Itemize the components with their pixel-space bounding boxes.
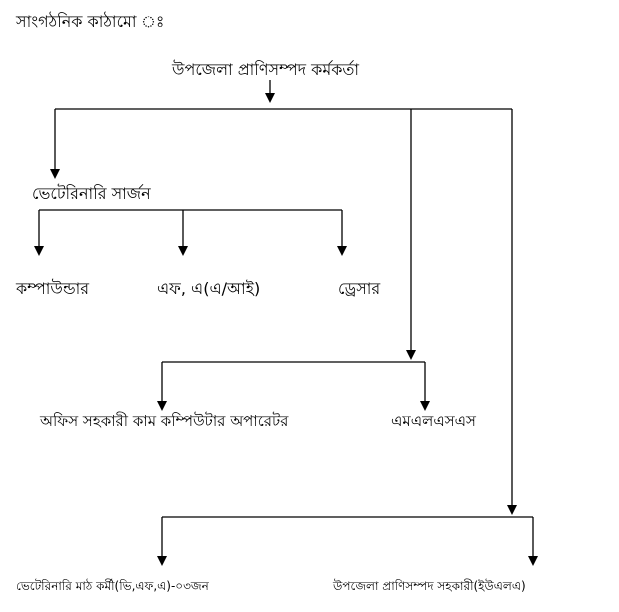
node-root: উপজেলা প্রাণিসম্পদ কর্মকর্তা xyxy=(172,60,360,79)
node-office-assistant: অফিস সহকারী কাম কম্পিউটার অপারেটর xyxy=(40,412,289,430)
page-heading: সাংগঠনিক কাঠামো ঃ xyxy=(16,12,165,31)
node-compounder: কম্পাউন্ডার xyxy=(16,279,90,298)
arrow-head-compounder xyxy=(34,246,44,256)
node-vet-surgeon: ভেটেরিনারি সার্জন xyxy=(32,184,151,203)
arrow-head-fa-ai xyxy=(178,246,188,256)
node-ulsa: উপজেলা প্রাণিসম্পদ সহকারী(ইউএলএ) xyxy=(333,579,526,593)
arrow-head-office-assistant xyxy=(157,401,167,411)
arrow-head-ulsa xyxy=(528,556,538,566)
node-dresser: ড্রেসার xyxy=(338,279,381,298)
node-vet-field-worker: ভেটেরিনারি মাঠ কর্মী(ভি,এফ,এ)-০৩জন xyxy=(16,579,209,593)
arrow-head-vet-field-worker xyxy=(157,556,167,566)
arrow-head-mlss xyxy=(420,401,430,411)
arrow-head-second-branch xyxy=(406,350,416,360)
arrow-head-vet-surgeon xyxy=(50,169,60,179)
node-mlss: এমএলএসএস xyxy=(391,412,476,430)
node-fa-ai: এফ, এ(এ/আই) xyxy=(157,279,261,298)
arrow-head-root xyxy=(265,93,275,103)
arrow-head-dresser xyxy=(337,246,347,256)
arrow-head-third-branch xyxy=(507,505,517,515)
